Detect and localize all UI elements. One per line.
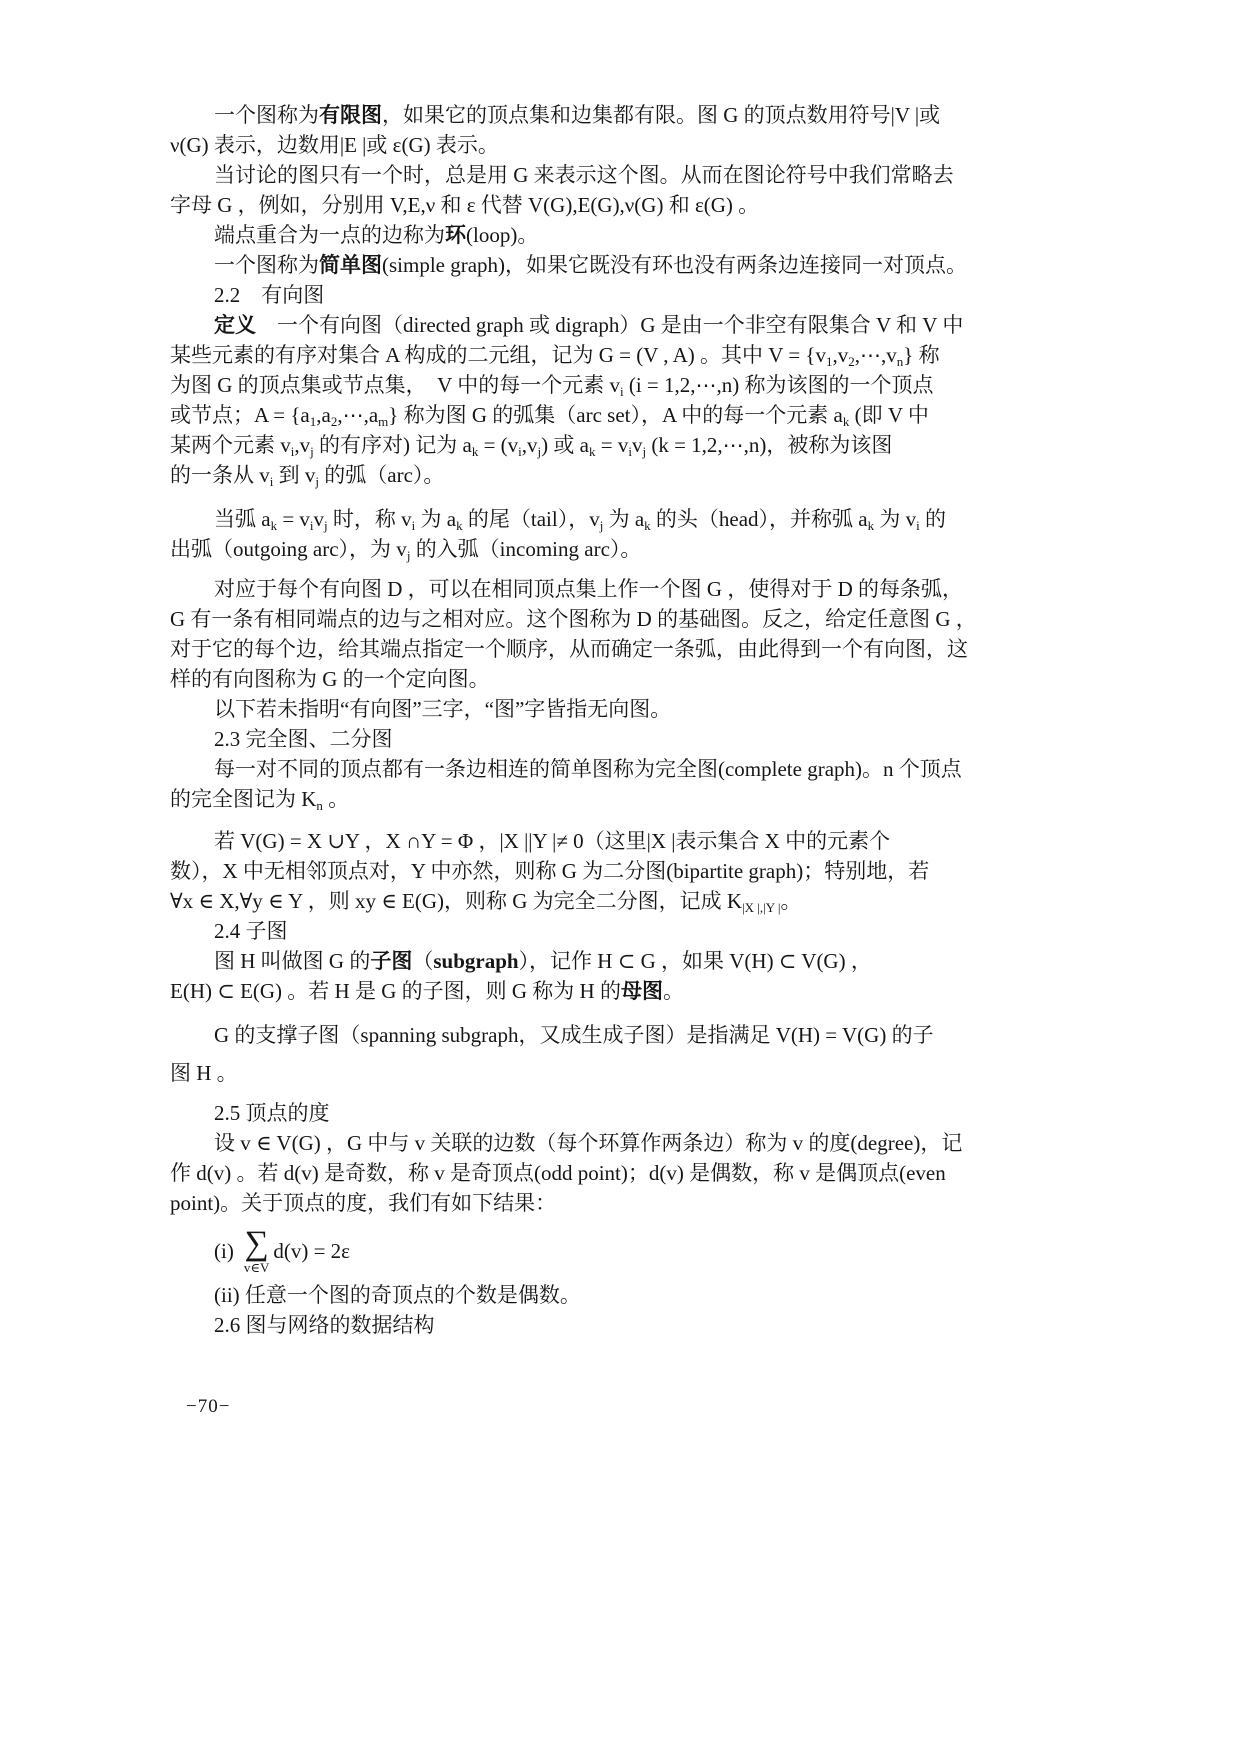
text-line: 当讨论的图只有一个时，总是用 G 来表示这个图。从而在图论符号中我们常略去 [214,163,954,187]
text-line: ∀x ∈ X,∀y ∈ Y ，则 xy ∈ E(G)，则称 G 为完全二分图，记成 $K_{|X |,|Y |}$。 [170,889,802,915]
document-body [170,100,1074,1340]
section-heading: 2.6 图与网络的数据结构 [214,1313,435,1337]
text-line: 某些元素的有序对集合 A 构成的二元组，记为 G = (V , A) 。其中 $V = \{v_1,v_2,\cdots,v_n\}$ 称 [170,343,940,369]
text-line: G 有一条有相同端点的边与之相对应。这个图称为 D 的基础图。反之，给定任意图 G ， [170,607,977,631]
text-line: 每一对不同的顶点都有一条边相连的简单图称为完全图(complete graph)。n 个顶点 [214,757,962,781]
text-line: 对应于每个有向图 D ，可以在相同顶点集上作一个图 G ，使得对于 D 的每条弧， [214,577,963,601]
text-line: 数），X 中无相邻顶点对，Y 中亦然，则称 G 为二分图(bipartite graph)；特别地，若 [170,859,930,883]
formula-expression: d(v) = 2ε [273,1238,350,1263]
text-line: 的一条从 $v_i$ 到 $v_j$ 的弧（arc）。 [170,463,445,489]
text-line: ν(G) 表示，边数用|E |或 ε(G) 表示。 [170,133,499,157]
text-line: 一个图称为简单图(simple graph)，如果它既没有环也没有两条边连接同一对顶点。 [214,253,968,277]
section-heading: 2.4 子图 [214,919,288,943]
text-line: (ii) 任意一个图的奇顶点的个数是偶数。 [214,1283,581,1307]
text-line: 当弧 $a_k = v_iv_j$ 时，称 $v_i$ 为 $a_k$ 的尾（tail），$v_j$ 为 $a_k$ 的头（head），并称弧 $a_k$ 为 $v_i$ 的 [214,507,946,533]
text-line: G 的支撑子图（spanning subgraph，又成生成子图）是指满足 V(H) = V(G) 的子 [214,1023,934,1047]
formula-sum-of-degrees [170,1225,1074,1275]
text-line: 端点重合为一点的边称为环(loop)。 [214,223,539,247]
page-number: −70− [186,1396,231,1417]
text-line: 样的有向图称为 G 的一个定向图。 [170,667,490,691]
text-line: point)。关于顶点的度，我们有如下结果： [170,1191,557,1215]
text-line: 作 d(v) 。若 d(v) 是奇数，称 v 是奇顶点(odd point)；d(v) 是偶数，称 v 是偶顶点(even [170,1161,946,1185]
formula-label: (i) [214,1238,234,1263]
text-line: 一个图称为有限图，如果它的顶点集和边集都有限。图 G 的顶点数用符号|V |或 [214,103,941,127]
text-line: 若 V(G) = X ∪Y ，X ∩Y = Φ ，|X ||Y |≠ 0（这里|X |表示集合 X 中的元素个 [214,829,891,853]
sum-limits: v∈V [243,1260,270,1275]
section-heading: 2.5 顶点的度 [214,1101,330,1125]
section-heading: 2.3 完全图、二分图 [214,727,393,751]
text-line: 或节点；$A = \{a_1,a_2,\cdots,a_m\}$ 称为图 G 的弧集（arc set），A 中的每一个元素 $a_k$ (即 V 中 [170,403,929,429]
sum-operator [243,1225,270,1275]
sigma-symbol: ∑ [244,1225,269,1262]
text-line: 为图 G 的顶点集或节点集， V 中的每一个元素 $v_i$ (i = 1,2,⋯,n) 称为该图的一个顶点 [170,373,934,399]
text-line: 设 v ∈ V(G) ，G 中与 v 关联的边数（每个环算作两条边）称为 v 的度(degree)，记 [214,1131,963,1155]
text-line: 的完全图记为 $K_n$ 。 [170,787,350,813]
text-line: 定义 一个有向图（directed graph 或 digraph）G 是由一个非空有限集合 V 和 V 中 [214,313,964,337]
text-line: 出弧（outgoing arc），为 $v_j$ 的入弧（incoming arc）。 [170,537,642,563]
text-line: E(H) ⊂ E(G) 。若 H 是 G 的子图，则 G 称为 H 的母图。 [170,979,684,1003]
text-line: 字母 G ，例如，分别用 V,E,ν 和 ε 代替 V(G),E(G),ν(G) 和 ε(G) 。 [170,193,760,217]
text-line: 某两个元素 $v_i,v_j$ 的有序对) 记为 $a_k = (v_i,v_j)$ 或 $a_k = v_iv_j$ (k = 1,2,⋯,n)，被称为该图 [170,433,893,459]
text-line: 图 H 叫做图 G 的子图（subgraph），记作 H ⊂ G ，如果 V(H) ⊂ V(G) ， [214,949,872,973]
text-line: 以下若未指明“有向图”三字，“图”字皆指无向图。 [214,697,672,721]
section-heading: 2.2 有向图 [214,283,325,307]
text-line: 对于它的每个边，给其端点指定一个顺序，从而确定一条弧，由此得到一个有向图，这 [170,637,968,661]
text-line: 图 H 。 [170,1061,238,1085]
